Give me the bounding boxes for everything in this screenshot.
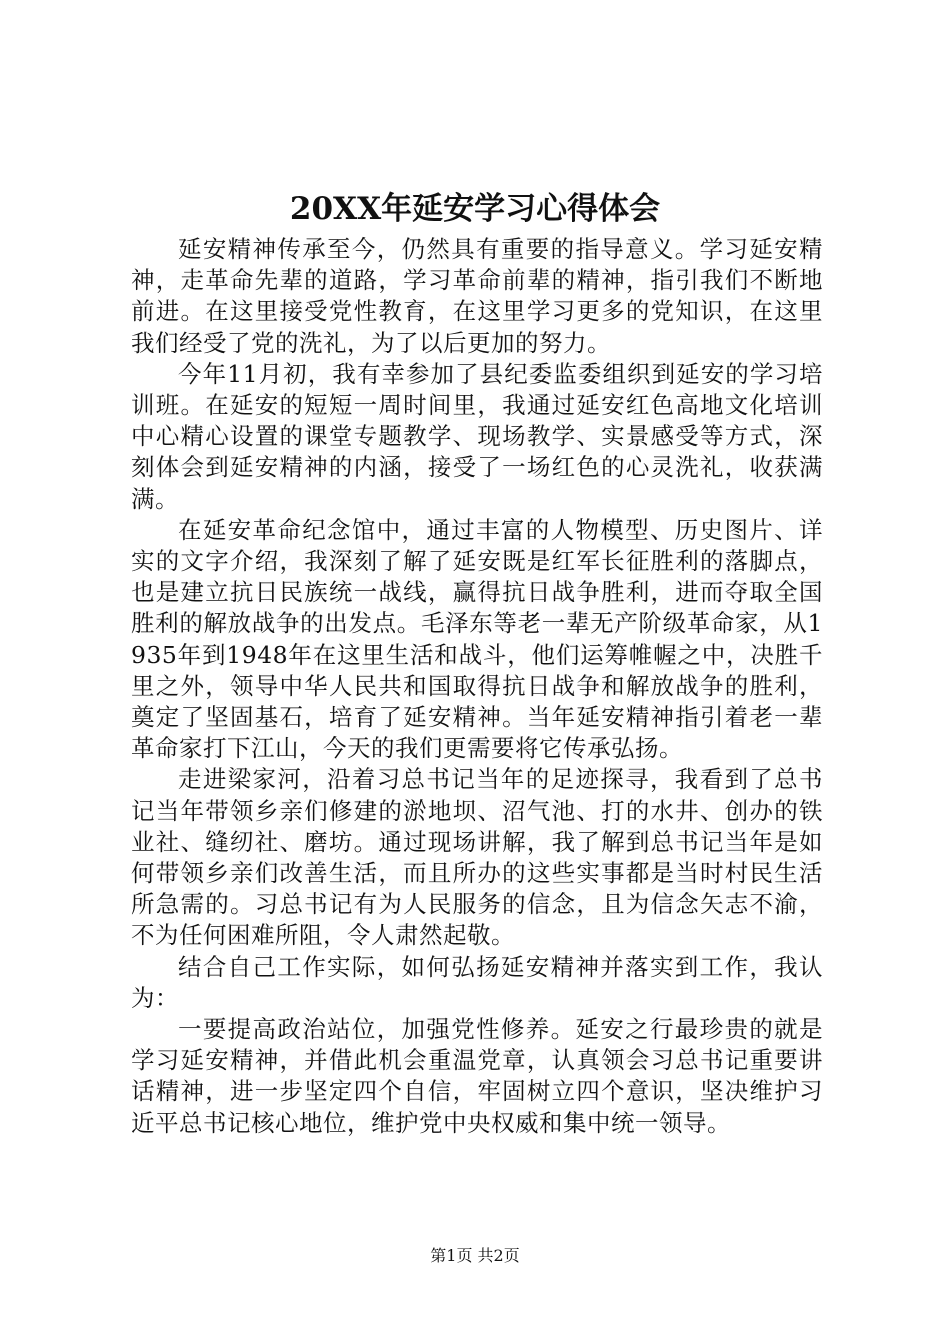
- paragraph-5: 结合自己工作实际，如何弘扬延安精神并落实到工作，我认为：: [131, 952, 823, 1012]
- paragraph-4: 走进梁家河，沿着习总书记当年的足迹探寻，我看到了总书记当年带领乡亲们修建的淤地坝、沼气池、打的水井、创办的铁业社、缝纫社、磨坊。通过现场讲解，我了解到总书记当年是如何带领乡亲们改善生活，而且所办的这些实事都是当时村民生活所急需的。习总书记有为人民服务的信念，且为信念矢志不渝，不为任何困难所阻，令人肃然起敬。: [131, 765, 823, 950]
- page-number-footer: 第1页 共2页: [430, 1246, 520, 1265]
- paragraph-2: 今年11月初，我有幸参加了县纪委监委组织到延安的学习培训班。在延安的短短一周时间里，我通过延安红色高地文化培训中心精心设置的课堂专题教学、现场教学、实景感受等方式，深刻体会到延安精神的内涵，接受了一场红色的心灵洗礼，收获满满。: [131, 359, 823, 513]
- paragraph-3: 在延安革命纪念馆中，通过丰富的人物模型、历史图片、详实的文字介绍，我深刻了解了延安既是红军长征胜利的落脚点，也是建立抗日民族统一战线，赢得抗日战争胜利，进而夺取全国胜利的解放战争的出发点。毛泽东等老一辈无产阶级革命家，从1935年到1948年在这里生活和战斗，他们运筹帷幄之中，决胜千里之外，领导中华人民共和国取得抗日战争和解放战争的胜利，奠定了坚固基石，培育了延安精神。当年延安精神指引着老一辈革命家打下江山，今天的我们更需要将它传承弘扬。: [131, 515, 823, 763]
- paragraph-1: 延安精神传承至今，仍然具有重要的指导意义。学习延安精神，走革命先辈的道路，学习革命前辈的精神，指引我们不断地前进。在这里接受党性教育，在这里学习更多的党知识，在这里我们经受了党的洗礼，为了以后更加的努力。: [131, 235, 823, 357]
- document-title: 20XX年延安学习心得体会: [289, 191, 661, 227]
- paragraph-6: 一要提高政治站位，加强党性修养。延安之行最珍贵的就是学习延安精神，并借此机会重温党章，认真领会习总书记重要讲话精神，进一步坚定四个自信，牢固树立四个意识，坚决维护习近平总书记核心地位，维护党中央权威和集中统一领导。: [131, 1015, 823, 1137]
- document-body: [131, 234, 823, 1139]
